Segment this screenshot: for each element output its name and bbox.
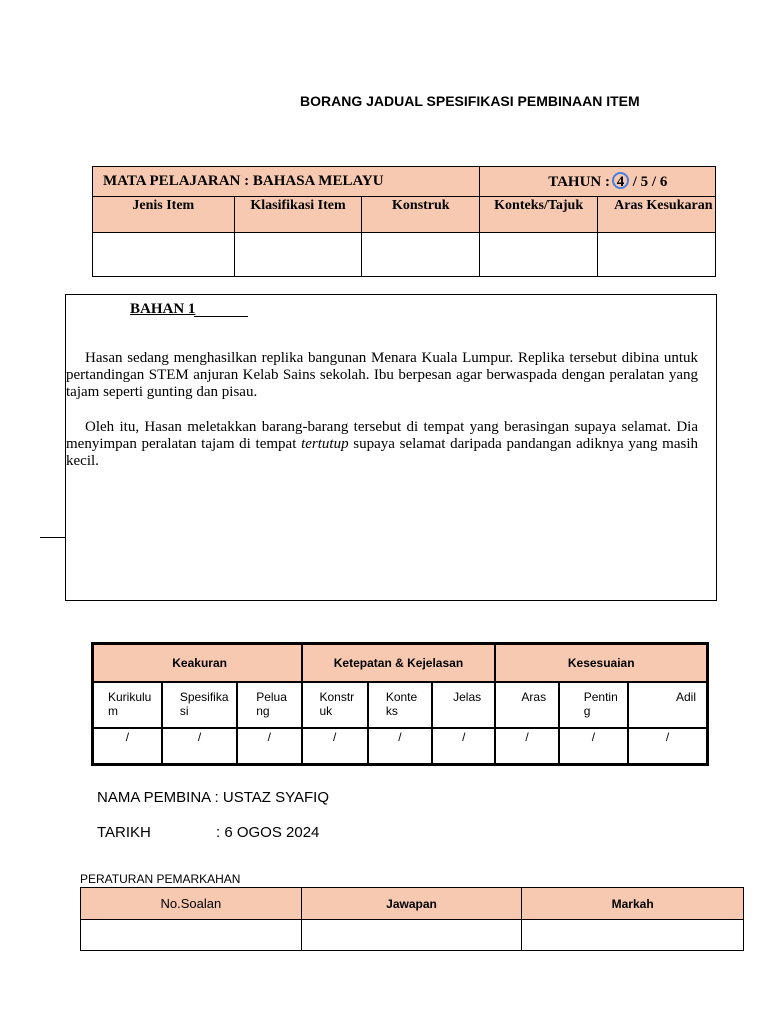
col-klasifikasi: Klasifikasi Item (234, 197, 362, 233)
bahan-box (65, 294, 717, 601)
input-jawapan[interactable] (301, 920, 522, 951)
value-konteks: / (368, 728, 432, 765)
sub-kurikulum: Kurikulum (93, 682, 162, 728)
col-konteks: Konteks/Tajuk (480, 197, 598, 233)
sub-jelas: Jelas (432, 682, 495, 728)
value-penting: / (559, 728, 628, 765)
group-ketepatan: Ketepatan & Kejelasan (302, 644, 496, 683)
input-konteks[interactable] (480, 233, 598, 277)
col-konstruk: Konstruk (362, 197, 480, 233)
tahun-rest: / 5 / 6 (632, 174, 668, 190)
marking-table (80, 887, 744, 951)
input-klasifikasi[interactable] (234, 233, 362, 277)
sub-adil: Adil (628, 682, 707, 728)
para2-text-a: Oleh itu, Hasan meletakkan barang-barang tersebut di tempat yang berasingan supaya selamat. Dia menyimpan peralatan tajam di tempat (66, 419, 698, 452)
bahan-paragraph-2 (66, 419, 698, 470)
marking-title: PERATURAN PEMARKAHAN (80, 872, 241, 886)
tarikh-label: TARIKH (97, 824, 151, 841)
tahun-selected: 4 (612, 172, 629, 189)
para2-emphasis: tertutup (301, 436, 349, 452)
sub-penting: Penting (559, 682, 628, 728)
value-jelas: / (432, 728, 495, 765)
input-konstruk[interactable] (362, 233, 480, 277)
spec-table (92, 166, 716, 277)
tahun-label: TAHUN : (548, 174, 611, 190)
col-aras: Aras Kesukaran (598, 197, 716, 233)
value-kurikulum: / (93, 728, 162, 765)
value-peluang: / (237, 728, 301, 765)
sub-peluang: Peluang (237, 682, 301, 728)
subject-cell: MATA PELAJARAN : BAHASA MELAYU (93, 167, 480, 197)
nama-pembina: NAMA PEMBINA : USTAZ SYAFIQ (97, 789, 329, 806)
para2-text-b: supaya selamat daripada pandangan adiknya yang masih kecil. (66, 436, 698, 469)
input-jenis-item[interactable] (93, 233, 235, 277)
value-spesifikasi: / (162, 728, 237, 765)
input-aras[interactable] (598, 233, 716, 277)
value-aras: / (495, 728, 558, 765)
bahan-paragraph-1: Hasan sedang menghasilkan replika bangunan Menara Kuala Lumpur. Replika tersebut dibina untuk pertandingan STEM anjuran Kelab Sains sekolah. Ibu berpesan agar berwaspada dengan peralatan yang tajam seperti gunting dan pisau. (66, 350, 698, 400)
sub-konteks: Konteks (368, 682, 432, 728)
group-keakuran: Keakuran (93, 644, 302, 683)
value-adil: / (628, 728, 707, 765)
tarikh-value: : 6 OGOS 2024 (216, 824, 320, 841)
page-title: BORANG JADUAL SPESIFIKASI PEMBINAAN ITEM (300, 93, 640, 109)
col-no-soalan: No.Soalan (81, 888, 302, 920)
tahun-cell (480, 167, 716, 197)
input-no-soalan[interactable] (81, 920, 302, 951)
col-markah: Markah (522, 888, 744, 920)
value-konstruk: / (302, 728, 368, 765)
col-jawapan: Jawapan (301, 888, 522, 920)
input-markah[interactable] (522, 920, 744, 951)
margin-line (40, 537, 66, 538)
group-kesesuaian: Kesesuaian (495, 644, 707, 683)
col-jenis-item: Jenis Item (93, 197, 235, 233)
bahan-underline (194, 316, 248, 317)
sub-aras: Aras (495, 682, 558, 728)
sub-konstruk: Konstruk (302, 682, 368, 728)
bahan-title: BAHAN 1 (130, 301, 196, 317)
criteria-table (91, 642, 709, 766)
sub-spesifikasi: Spesifikasi (162, 682, 237, 728)
